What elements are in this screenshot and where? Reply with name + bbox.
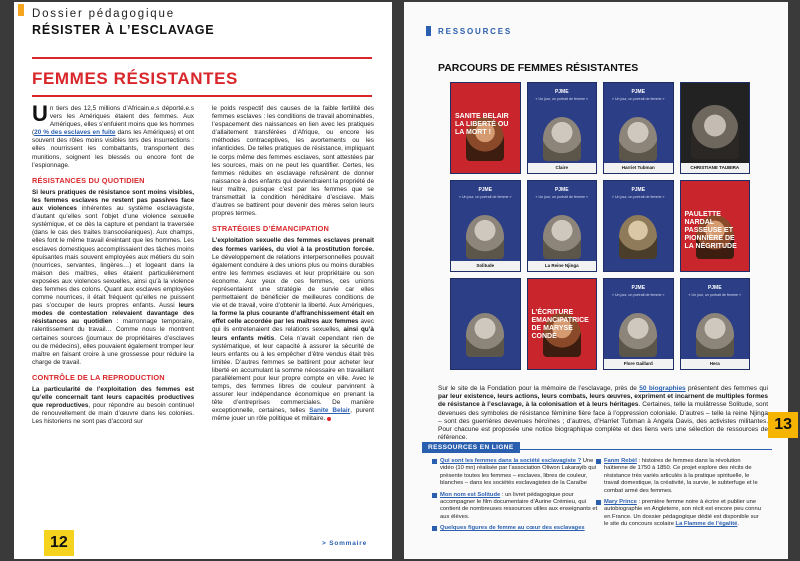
body-text: Le développement de relations interpersonnelles pouvait également conduire à des unions plus ou moins durables entre les femmes esclaves et leur propriétaire ou son économe. Aux yeux de ces femmes, ces unions représentaient une stratégie de survie car elles permettaient de bénéficier de meilleures conditions de vie et de travail, voire d’obtenir la liberté. Aux Amériques, — [212, 253, 374, 310]
tile-headline: PAULETTE NARDAL PASSEUSE ET PIONNIÈRE DE LA NÉGRITUDE — [684, 211, 737, 250]
body-text: . Certaines, telle la mulâtresse Solitude, sont devenues des symboles de résistance féminine fière face à l’oppression coloniale. D’autres – telle la reine Njinga – sont des guerrières devenues héroïnes ; d’autres, d’Harriet Tubman à Angela Davis, des activistes militantes. Pour chacune est proposée une notice biographique complète et des liens vers une sélection de ressources de référence. — [438, 401, 768, 442]
resource-description: : première femme noire à écrire et publier une autobiographie en Angleterre, son récit est encore peu connu en France. Un dossier pédagogique dédié est disponible sur le site du concours scolaire — [604, 499, 761, 528]
resource-description: : un livret pédagogique pour accompagner le film documentaire d’Aurine Crémieu, qui contient de nombreuses ressources utiles aux enseignants et aux élèves. — [440, 491, 598, 520]
tile-caption: Harriet Tubman — [604, 163, 673, 173]
sommaire-link[interactable]: > Sommaire — [322, 540, 368, 547]
body-text: : marronnage temporaire, ralentissement du travail… Comme nous le montrent certaines sources (journaux de propriétaires d’esclaves ou de médecins), elles pouvaient également tromper leur maître en faisant croire à une grossesse pour réduire la charge de travail. — [32, 318, 194, 366]
tile-logo: PJME — [631, 187, 646, 193]
tile-subtitle: « Un jour, un portrait de femme » — [535, 97, 589, 101]
resource-link[interactable]: Fanm Rebèl — [604, 458, 637, 464]
tile-subtitle: « Un jour, un portrait de femme » — [535, 195, 589, 199]
end-dot-icon — [327, 417, 331, 421]
portrait-grid — [450, 82, 750, 370]
resource-link-secondary[interactable]: La Flamme de l’égalité — [675, 521, 738, 528]
tile-caption: Hera — [681, 359, 750, 369]
portrait-image — [466, 215, 504, 259]
page-number-left: 12 — [44, 530, 74, 556]
portrait-tile[interactable] — [680, 278, 751, 370]
portrait-tile[interactable] — [450, 180, 521, 272]
title-rule-top — [32, 57, 372, 59]
link-esclaves-fuite[interactable]: 20 % des esclaves en fuite — [34, 129, 116, 137]
parcours-title: PARCOURS DE FEMMES RÉSISTANTES — [438, 62, 639, 74]
portrait-image — [619, 117, 657, 161]
portrait-tile[interactable] — [603, 82, 674, 174]
tile-caption: CHRISTIANE TAUBIRA — [681, 163, 750, 173]
portrait-tile[interactable] — [527, 180, 598, 272]
tile-headline: SANITE BELAIR LA LIBERTÉ OU LA MORT ! — [455, 113, 509, 136]
emphasis: L’exploitation sexuelle des femmes esclaves prenait des formes variées, du viol à la prostitution forcée. — [212, 237, 374, 253]
square-bullet-icon — [596, 500, 601, 505]
body-text: inhérentes au système esclavagiste, d’autant qu’elles sont l’objet d’une violence sexuelle systémique, et ce dès la capture et pendant la traversée (dans le cas des traites transocéaniques). Aux champs, elles font le même travail éreintant que les hommes. Les esclaves domestiques accomplissaient des tâches moins épuisantes mais souvent employées aux métiers du soin (nourrices, servantes, lingères…) et logeant dans la maison des maîtres, elles étaient particulièrement exposées aux violences sexuelles, ainsi qu’à la violence des femmes des colons. Quant aux esclaves employées comme nourrices, il était fréquent qu’elles ne puissent pas s’occuper de leurs propres enfants. Aussi — [32, 205, 194, 310]
dossier-title: RÉSISTER À L’ESCLAVAGE — [32, 23, 215, 37]
portrait-image — [696, 313, 734, 357]
section-heading-quotidien: RÉSISTANCES DU QUOTIDIEN — [32, 175, 145, 185]
body-text: , purent même jouer un rôle politique et militaire. — [212, 407, 374, 423]
square-bullet-icon — [596, 459, 601, 464]
portrait-tile[interactable] — [680, 82, 751, 174]
link-sanite-belair[interactable]: Sanite Belair — [309, 407, 351, 415]
tile-subtitle: « Un jour, un portrait de femme » — [611, 293, 665, 297]
tile-caption: Claire — [528, 163, 597, 173]
portrait-tile[interactable] — [527, 82, 598, 174]
section-heading-emancipation: STRATÉGIES D’ÉMANCIPATION — [212, 224, 330, 234]
tile-headline: L’ÉCRITURE EMANCIPATRICE DE MARYSE CONDÉ — [531, 309, 589, 340]
resource-link[interactable]: Quelques figures de femme au cœur des esclavages — [440, 525, 585, 532]
tile-logo: PJME — [554, 187, 569, 193]
portrait-image — [543, 117, 581, 161]
emphasis: par leur existence, leurs actions, leurs combats, leurs œuvres, expriment et incarnent de multiples formes de résistance à l’esclavage, à la colonisation et à leurs héritages — [438, 393, 768, 409]
tile-caption: Flore Gaillard — [604, 359, 673, 369]
portrait-tile[interactable] — [450, 82, 521, 174]
emphasis: La particularité de l’exploitation des femmes est qu’elle concernait tant leurs capacités productives que reproductives — [32, 386, 194, 410]
resource-item — [432, 492, 600, 522]
tile-logo: PJME — [631, 89, 646, 95]
reproduction-continued: le poids respectif des causes de la faible fertilité des femmes esclaves : les conditions de travail abominables, l’espacement des naissances en lien avec les pratiques d’allaitement transférées d’Afrique, ou encore les méthodes contraceptives, les avortements ou les infanticides. De telles pratiques de résistance, impliquant le corps même des femmes esclaves, sont attestées par les sources, mais on ne peut les quantifier. Certes, les femmes réduites en esclavage refusèrent de donner naissance à des enfants qui deviendraient la propriété de leur maître, puisque c’est par les femmes que se transmettait la condition héréditaire d’esclave. Mais d’autres se battirent pour devenir des mères selon leurs propres termes. — [212, 105, 375, 218]
resource-item — [596, 458, 764, 495]
tile-logo: PJME — [478, 187, 493, 193]
emphasis: la forme la plus courante d’affranchissement était en effet celle accordée par les maîtres aux femmes — [212, 310, 374, 326]
body-text: présentent des femmes qui — [685, 385, 768, 392]
intro-text: n tiers des 12,5 millions d’Africain.e.s déporté.e.s vers les Amériques étaient des femmes. Aux Amériques, elles s’enfuient moins que les hommes ( — [32, 105, 194, 137]
body-text: . Cela n’avait cependant rien de systématique, et leur capacité à assurer la sécurité de leurs enfants ou à les empêcher d’être vendus était très limitée. D’autres femmes se battirent pour acheter leur liberté en accumulant la somme nécessaire en travaillant parallèlement pour leur propre compte en ville. Avec le temps, des femmes libres de couleur parvinrent à assurer leur indépendance économique en prenant la tête d’entreprises commerciales. De manière exceptionnelle, certaines, telles — [212, 334, 375, 415]
portrait-image — [543, 215, 581, 259]
tile-subtitle: « Un jour, un portrait de femme » — [688, 293, 742, 297]
ressources-en-ligne-tag: RESSOURCES EN LIGNE — [422, 442, 520, 453]
portrait-tile[interactable] — [680, 180, 751, 272]
emphasis: leurs modes de contestation relevaient davantage des résistances au quotidien — [32, 302, 194, 326]
resource-description: Une vidéo (10 mn) réalisée par l’association Oliwon Lakarayib qui présente toutes les femmes – esclaves, libres de couleur, blanches – dans les sociétés esclavagistes de la Caraïbe — [440, 458, 596, 487]
tile-caption: Solitude — [451, 261, 520, 271]
ressources-marker — [426, 26, 431, 36]
square-bullet-icon — [432, 459, 437, 464]
page-title: FEMMES RÉSISTANTES — [32, 69, 239, 88]
right-page — [404, 2, 788, 559]
dossier-label: Dossier pédagogique — [32, 8, 175, 20]
portrait-tile[interactable] — [603, 278, 674, 370]
corner-marker — [18, 4, 24, 16]
portrait-image — [466, 313, 504, 357]
body-text: , pour répondre au besoin continuel de renouvellement de main d’œuvre dans les colonies. Les historiens ne sont pas d’accord sur — [32, 402, 195, 426]
page-number-right: 13 — [768, 412, 798, 438]
resource-item — [432, 525, 600, 532]
tile-subtitle: « Un jour, un portrait de femme » — [611, 195, 665, 199]
ressources-column-1 — [432, 458, 600, 537]
tile-subtitle: « Un jour, un portrait de femme » — [458, 195, 512, 199]
ressources-column-2 — [596, 458, 764, 533]
section-heading-reproduction: CONTRÔLE DE LA REPRODUCTION — [32, 372, 165, 382]
portrait-image — [619, 313, 657, 357]
ressources-intro — [438, 385, 768, 442]
emphasis: ainsi qu’à leurs enfants métis — [212, 326, 374, 342]
column-1 — [32, 101, 195, 428]
resource-link[interactable]: Qui sont les femmes dans la société esclavagiste ? — [440, 458, 582, 464]
emphasis: Si leurs pratiques de résistance sont moins visibles, les femmes esclaves ne restent pas passives face aux violences — [32, 188, 194, 213]
section-quotidien-text — [32, 189, 194, 367]
body-text: avec qui ils entretenaient des relations sexuelles, — [212, 318, 374, 334]
intro-paragraph — [32, 101, 194, 170]
resource-item — [596, 499, 764, 529]
resource-description: : histoires de femmes dans la révolution haïtienne de 1750 à 1850. Ce projet explore des récits de résistance très variés articulés à la pratique spirituelle, le travail domestique, la créativité, la survie, le subterfuge et le combat armé des femmes. — [604, 458, 758, 494]
link-50-biographies[interactable]: 50 biographies — [639, 385, 686, 392]
body-text: Sur le site de la Fondation pour la mémoire de l’esclavage, près de — [438, 385, 640, 392]
resource-description-end: . — [737, 521, 740, 528]
section-emancipation-text — [212, 237, 374, 423]
intro-text-end: dans les Amériques) et ont souvent des rôles moins visibles lors des insurrections : elles nourrissent les combattants, transportent des munitions, soignent les blessés ou encore font de l’espionnage. — [32, 129, 194, 169]
title-rule-bottom — [32, 95, 372, 97]
portrait-tile[interactable] — [450, 278, 521, 370]
resource-link[interactable]: Mary Prince — [604, 499, 637, 506]
tile-caption: La Reine Njinga — [528, 261, 597, 271]
resource-link[interactable]: Mon nom est Solitude — [440, 491, 501, 498]
tile-subtitle: « Un jour, un portrait de femme » — [611, 97, 665, 101]
portrait-tile[interactable] — [603, 180, 674, 272]
section-reproduction-text — [32, 386, 194, 426]
tile-logo: PJME — [631, 285, 646, 291]
tile-logo: PJME — [554, 89, 569, 95]
left-page — [14, 2, 392, 559]
square-bullet-icon — [432, 526, 437, 531]
resource-item — [432, 458, 600, 488]
drop-cap: U — [32, 101, 48, 126]
portrait-tile[interactable] — [527, 278, 598, 370]
square-bullet-icon — [432, 493, 437, 498]
ressources-label: RESSOURCES — [438, 27, 513, 36]
column-2 — [212, 105, 374, 426]
portrait-image — [619, 215, 657, 259]
tile-logo: PJME — [707, 285, 722, 291]
portrait-image — [691, 105, 739, 159]
